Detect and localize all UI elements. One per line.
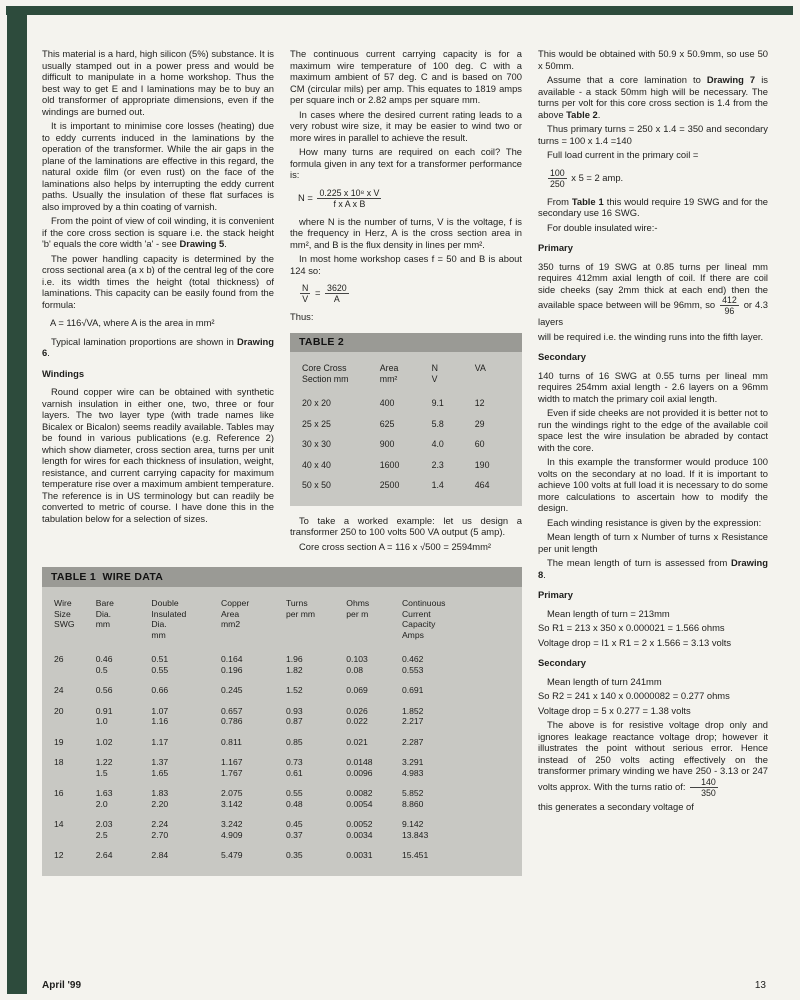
formula: $\frac{N}{V}$ = $\frac{3620}{A}$ <box>302 283 347 304</box>
columns-1-2 <box>42 48 522 555</box>
table-row <box>50 845 514 866</box>
section-heading: Primary <box>538 242 573 253</box>
table-cell: 1.07 1.16 <box>151 705 169 726</box>
table-cell: 5.8 <box>431 418 444 429</box>
paragraph: The mean length of turn is assessed from Drawing 8. <box>538 557 768 580</box>
table-cell: 0.0052 0.0034 <box>346 819 373 840</box>
column-header: Turns per mm <box>285 598 316 619</box>
column-header: Wire Size SWG <box>54 598 75 629</box>
table-cell: 0.811 <box>221 736 242 747</box>
table-cell: 625 <box>379 418 395 429</box>
paragraph: 140 turns of 16 SWG at 0.55 turns per lineal mm requires 254mm axial length - 2.6 layers on a 96mm width to match the primary coil axial length. <box>538 369 768 404</box>
table-cell: 1.52 <box>285 685 303 695</box>
column-header: Continuous Current Capacity Amps <box>401 598 446 640</box>
table-cell: 2.64 <box>95 850 113 860</box>
section-heading: Windings <box>42 367 85 379</box>
table-2 <box>290 333 522 506</box>
bold-text: Table 1 <box>571 195 604 207</box>
table-1-title: TABLE 1 WIRE DATA <box>42 567 522 587</box>
paragraph: It is important to minimise core losses (heating) due to eddy currents induced in the laminations by the operation of the transformer. While the air gaps in the plane of the laminations are effective in this regard, the natural oxide film (or even rust) on the face of the laminations also helps by interrupting the eddy current paths. Usually the insulation of these flat surfaces is also improved by a thin coating of varnish. <box>42 120 274 212</box>
table-cell: 1.852 2.217 <box>401 705 424 726</box>
table-cell: 3.242 4.909 <box>221 819 243 840</box>
paragraph: For double insulated wire:- <box>547 221 658 233</box>
table-cell: 1.22 1.5 <box>95 757 113 778</box>
table-cell: 2.287 <box>401 736 424 747</box>
table-cell: 2.075 3.142 <box>221 788 243 809</box>
table-row <box>298 434 514 455</box>
table-cell: 0.85 <box>285 736 303 747</box>
table2-grid <box>298 358 514 496</box>
column-2-bottom <box>290 515 522 553</box>
header-row <box>298 358 514 393</box>
fraction: $\frac{N}{V}$ <box>302 283 309 304</box>
table-cell: 0.245 <box>221 685 243 695</box>
table-cell: 1.83 2.20 <box>151 788 169 809</box>
table-cell: 0.51 0.55 <box>151 654 169 675</box>
paragraph: Full load current in the primary coil = <box>547 149 699 160</box>
paragraph: The continuous current carrying capacity is for a maximum wire temperature of 100 deg. C with a maximum ambient of 57 deg. C and is based on 700 CM (circular mils) per amp. This equates to 1819 amps per square inch or 2.82 amps per square mm. <box>290 48 522 105</box>
table-cell: 1.63 2.0 <box>95 788 113 809</box>
table-cell: 1.37 1.65 <box>151 757 169 778</box>
column-header: Copper Area mm2 <box>221 598 250 629</box>
formula: A = 116√VA, where A is the area in mm² <box>50 317 215 328</box>
paragraph: This would be obtained with 50.9 x 50.9mm, so use 50 x 50mm. <box>538 48 768 71</box>
table-row <box>298 475 514 496</box>
formula: $\frac{100}{250}$ x 5 = 2 amp. <box>550 167 624 189</box>
table-cell: 25 x 25 <box>302 418 331 429</box>
table-row <box>50 752 514 783</box>
table-cell: 4.0 <box>431 439 444 449</box>
header-row <box>50 593 514 649</box>
paragraph: Mean length of turn = 213mm <box>547 607 670 619</box>
footer-date: April '99 <box>42 980 82 991</box>
table-cell: 12 <box>474 398 485 408</box>
section-heading: Secondary <box>538 657 586 668</box>
table-cell: 190 <box>474 459 490 470</box>
paragraph: Voltage drop = I1 x R1 = 2 x 1.566 = 3.13 volts <box>538 636 732 648</box>
table-cell: 24 <box>54 685 64 695</box>
table-cell: 1600 <box>379 459 400 470</box>
fraction: $\frac{412}{96}$ <box>722 295 737 316</box>
table-cell: 0.55 0.48 <box>285 788 303 809</box>
table-cell: 0.0148 0.0096 <box>346 757 373 778</box>
column-3 <box>538 48 768 884</box>
bold-text: Drawing 6 <box>42 335 274 358</box>
table-row <box>50 680 514 701</box>
table-cell: 900 <box>379 439 395 449</box>
table-2-body <box>290 352 522 506</box>
paragraph: The power handling capacity is determined by the cross sectional area (a x b) of the central leg of the core i.e. its width times the height (total thickness) of laminations. This capacity can be easily found from the formula: <box>42 252 274 310</box>
table-cell: 12 <box>54 850 64 860</box>
table-cell: 40 x 40 <box>302 459 331 470</box>
table1-grid <box>50 593 514 866</box>
table-cell: 0.91 1.0 <box>95 705 113 726</box>
table-1 <box>42 567 522 876</box>
fraction: $\frac{100}{250}$ <box>550 167 565 189</box>
table-row <box>298 414 514 435</box>
paragraph: How many turns are required on each coil? The formula given in any text for a transformer performance is: <box>290 146 522 180</box>
table-cell: 0.069 <box>346 685 368 695</box>
table-cell: 0.164 0.196 <box>221 654 243 675</box>
column-header: Area mm² <box>379 363 399 384</box>
top-border-bar <box>6 6 793 15</box>
table-cell: 50 x 50 <box>302 480 331 490</box>
table-row <box>50 732 514 753</box>
table-2-title: TABLE 2 <box>290 333 522 353</box>
paragraph: So R1 = 213 x 350 x 0.000021 = 1.566 ohms <box>538 622 725 633</box>
table-cell: 1.17 <box>151 736 169 747</box>
paragraph: Even if side cheeks are not provided it is better not to run the windings right to the edge of the available coil space lest the wire insulation be abraded by contact with the core. <box>538 407 768 453</box>
section-heading: Primary <box>538 589 573 600</box>
bold-text: Drawing 7 <box>706 74 756 85</box>
table-cell: 20 <box>54 705 64 716</box>
table-row <box>298 455 514 476</box>
paragraph: Mean length of turn 241mm <box>547 675 662 687</box>
table-cell: 16 <box>54 788 64 798</box>
table-1-body <box>42 587 522 876</box>
table-cell: 0.73 0.61 <box>285 757 303 778</box>
paragraph: will be required i.e. the winding runs into the fifth layer. <box>538 330 764 342</box>
table-cell: 19 <box>54 736 64 747</box>
bold-text: Table 2 <box>566 108 598 120</box>
paragraph: Each winding resistance is given by the expression: <box>547 516 762 528</box>
paragraph: In cases where the desired current rating leads to a very robust wire size, it may be easier to wind two or more wires in parallel to achieve the result. <box>290 108 522 143</box>
table-cell: 400 <box>379 398 395 408</box>
table-cell: 1.4 <box>431 480 444 490</box>
table-cell: 18 <box>54 757 64 767</box>
table-cell: 2.84 <box>151 850 169 860</box>
column-header: Double Insulated Dia. mm <box>151 598 187 640</box>
paragraph: So R2 = 241 x 140 x 0.0000082 = 0.277 ohms <box>538 690 730 701</box>
paragraph: The above is for resistive voltage drop only and ignores leakage reactance voltage drop; however it illustrates the point without serious error. Hence instead of 250 volts acting effectively on the transformer primary winding we have 250 - 3.13 or 247 volts approx. With the turns ratio of: $\frac{140}{350}$ <box>538 719 768 798</box>
table-cell: 29 <box>474 418 485 429</box>
column-1 <box>42 48 274 555</box>
table-cell: 15.451 <box>401 850 429 860</box>
fraction: $\frac{\text{0.225 x 10⁸ x V}}{\text{f x A x B}}$ <box>319 187 380 209</box>
left-border-bar <box>7 6 27 994</box>
column-2-top <box>290 48 522 323</box>
bold-text: Drawing 5 <box>179 238 225 249</box>
table-cell: 0.66 <box>151 685 169 695</box>
paragraph: this generates a secondary voltage of <box>538 800 694 812</box>
table-cell: 0.691 <box>401 685 424 695</box>
paragraph: From Table 1 this would require 19 SWG and for the secondary use 16 SWG. <box>538 195 769 218</box>
table-row <box>50 701 514 732</box>
column-header: Bare Dia. mm <box>95 598 114 629</box>
table-row <box>298 393 514 414</box>
fraction: $\frac{140}{350}$ <box>690 777 718 798</box>
table-cell: 20 x 20 <box>302 398 331 408</box>
table-cell: 0.35 <box>285 850 303 860</box>
table-row <box>50 783 514 814</box>
table-cell: 464 <box>474 480 490 490</box>
left-region <box>42 48 522 884</box>
paragraph: Core cross section A = 116 x √500 = 2594mm² <box>299 540 492 552</box>
paragraph: To take a worked example: let us design a transformer 250 to 100 volts 500 VA output (5 amp). <box>290 514 522 537</box>
table-cell: 0.0082 0.0054 <box>346 788 373 809</box>
table-cell: 0.021 <box>346 736 368 747</box>
paragraph: This material is a hard, high silicon (5%) substance. It is usually stamped out in a power press and would be difficult to manipulate in a home workshop. Thus the best way to get E and I laminations may be to buy an old transformer of appropriate dimensions, even if the windings are burned out. <box>42 48 274 117</box>
paragraph: Mean length of turn x Number of turns x Resistance per unit length <box>538 531 768 554</box>
table-cell: 1.02 <box>95 736 113 747</box>
section-heading: Secondary <box>538 351 586 362</box>
table-cell: 0.026 0.022 <box>346 705 368 726</box>
table-cell: 3.291 4.983 <box>401 757 424 778</box>
table-cell: 26 <box>54 654 64 664</box>
table-cell: 9.142 13.843 <box>401 819 429 840</box>
bold-text: Drawing 8 <box>538 557 768 580</box>
paragraph: Assume that a core lamination to Drawing 7 is available - a stack 50mm high will be necessary. The turns per volt for this core cross section is 1.4 from the above Table 2. <box>538 74 768 120</box>
table-row <box>50 649 514 680</box>
table-cell: 2.24 2.70 <box>151 819 169 840</box>
table-cell: 5.852 8.860 <box>401 788 424 809</box>
column-header: VA <box>474 363 486 373</box>
formula: N = $\frac{\text{0.225 x 10⁸ x V}}{\text{f x A x B}}$ <box>298 187 380 209</box>
table-row <box>50 814 514 845</box>
table-cell: 0.93 0.87 <box>285 705 303 726</box>
table-cell: 0.462 0.553 <box>401 654 424 675</box>
paragraph: 350 turns of 19 SWG at 0.85 turns per lineal mm requires 412mm axial length of coil. If there are coil side cheeks (say 2mm thick at each end) then the available space between will be 96mm, so $\frac{412}{96}$ or 4.3 layers <box>538 260 769 327</box>
table-cell: 30 x 30 <box>302 439 331 449</box>
paragraph: Thus primary turns = 250 x 1.4 = 350 and secondary turns = 100 x 1.4 =140 <box>538 123 768 146</box>
paragraph: In this example the transformer would produce 100 volts on the secondary at no load. If it is important to achieve 100 volts at full load it is necessary to do some more calculations to ascertain how to modify the design. <box>538 456 768 513</box>
table-cell: 0.657 0.786 <box>221 705 243 726</box>
paragraph: In most home workshop cases f = 50 and B is about 124 so: <box>290 253 522 276</box>
table-cell: 9.1 <box>431 398 444 408</box>
column-2 <box>290 48 522 555</box>
paragraph: Thus: <box>290 311 314 322</box>
column-header: N V <box>431 363 438 384</box>
table-cell: 1.167 1.767 <box>221 757 243 778</box>
paragraph: Voltage drop = 5 x 0.277 = 1.38 volts <box>538 704 691 716</box>
fraction: $\frac{3620}{A}$ <box>327 283 347 304</box>
paragraph: Round copper wire can be obtained with synthetic varnish insulation in either one, two, three or four layers. The two layer type (with trade names like Bicalex or Bicalon) seems readily available. Tables may be found in various publications (e.g. Reference 2) which show diameter, cross section area, turns per unit length for wires for each thickness of insulation, weight, resistance, and current carrying capacity for maximum temperature rise over a maximum ambient temperature. The reference is in US terminology but can readily be converted to metric of course. I have done this in the tabulation below for a selection of sizes. <box>42 386 274 524</box>
paragraph: Typical lamination proportions are shown in Drawing 6. <box>42 335 274 358</box>
table-cell: 2500 <box>379 480 400 490</box>
table-cell: 0.103 0.08 <box>346 654 368 675</box>
column-header: Ohms per m <box>346 598 370 619</box>
table-cell: 14 <box>54 819 64 829</box>
table-cell: 0.45 0.37 <box>285 819 303 840</box>
page-content <box>42 48 768 884</box>
table-cell: 1.96 1.82 <box>285 654 303 675</box>
column-header: Core Cross Section mm <box>302 363 349 384</box>
paragraph: where N is the number of turns, V is the voltage, f is the frequency in Herz, A is the cross section area in mm², and B is the flux density in lines per mm². <box>290 215 522 250</box>
table-cell: 0.0031 <box>346 850 373 860</box>
paragraph: From the point of view of coil winding, it is convenient if the core cross section is square i.e. the stack height 'b' equals the core width 'a' - see Drawing 5. <box>42 215 274 249</box>
table-cell: 0.46 0.5 <box>95 654 113 675</box>
table-cell: 2.03 2.5 <box>95 819 113 840</box>
table-cell: 0.56 <box>95 685 113 695</box>
table-cell: 5.479 <box>221 850 243 860</box>
table-cell: 60 <box>474 439 485 449</box>
footer-page-number: 13 <box>754 980 766 991</box>
table-cell: 2.3 <box>431 459 444 470</box>
